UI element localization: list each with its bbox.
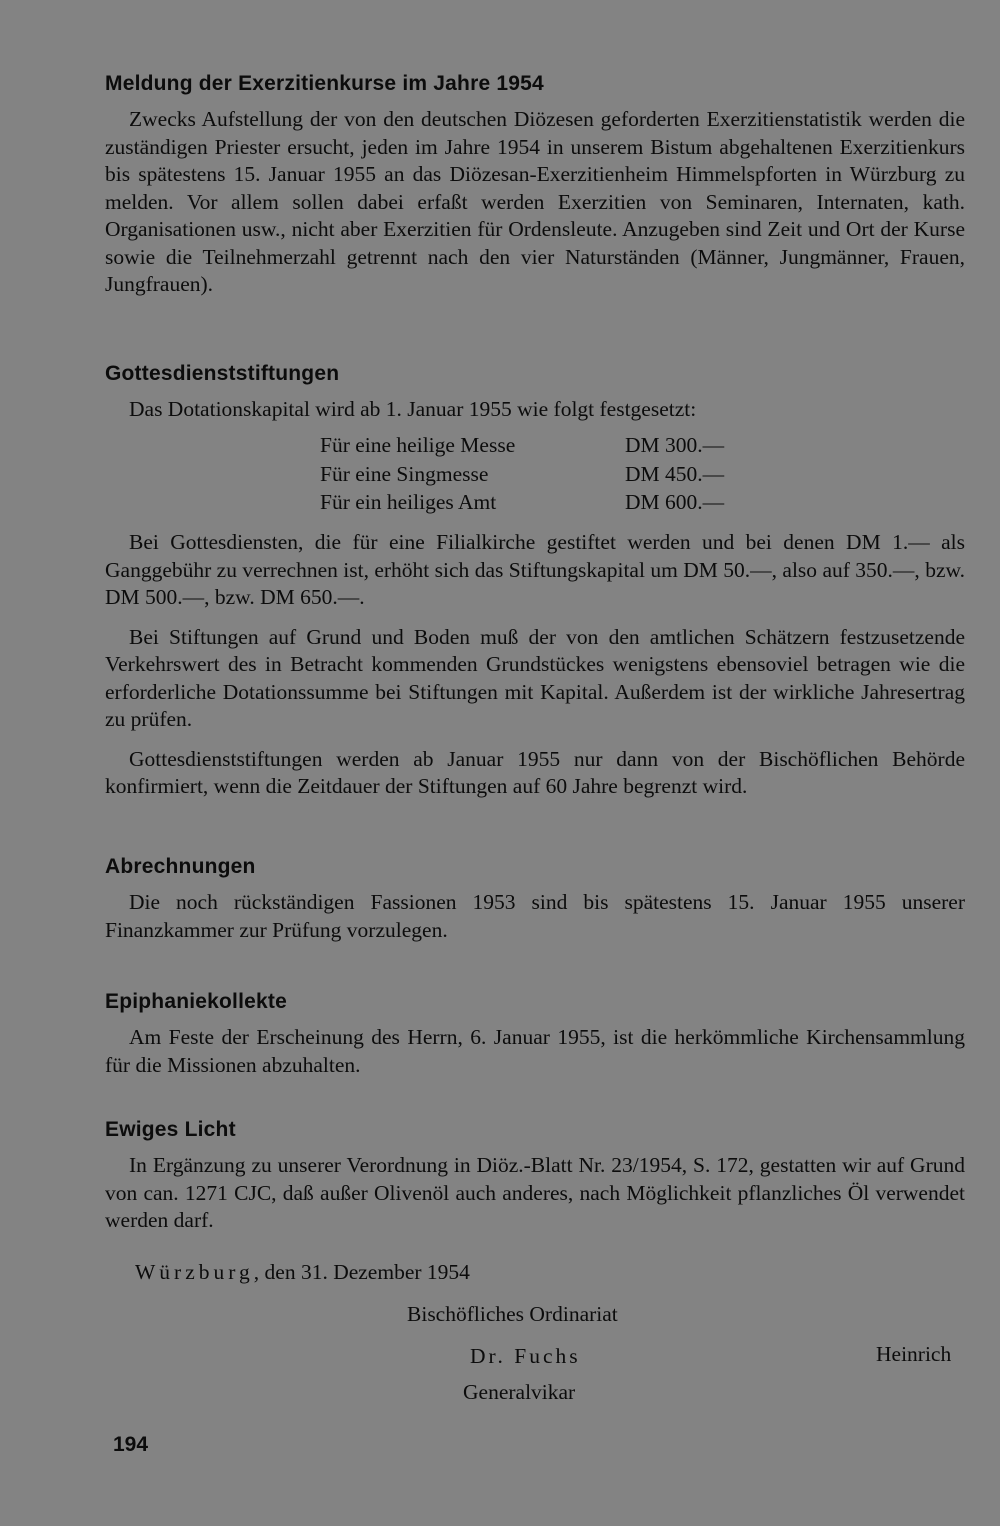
row-label: Für ein heiliges Amt	[320, 490, 497, 515]
signature-right-name: Heinrich	[876, 1342, 952, 1366]
signature-name: Dr. Fuchs	[470, 1344, 581, 1368]
row-amount: DM 300.—	[625, 433, 725, 458]
row-label: Für eine Singmesse	[320, 461, 489, 486]
paragraph: Das Dotationskapital wird ab 1. Januar 1955 wie folgt festgesetzt:	[129, 397, 697, 421]
signature-title: Generalvikar	[463, 1380, 576, 1404]
table-row	[320, 460, 724, 489]
paragraph: Die noch rückständigen Fassionen 1953 sind bis spätestens 15. Januar 1955 unserer Finanzkammer zur Prüfung vorzulegen.	[105, 890, 965, 942]
row-label: Für eine heilige Messe	[320, 433, 516, 458]
signature-date: , den 31. Dezember 1954	[253, 1260, 470, 1284]
dotation-table	[320, 432, 724, 518]
section-heading: Ewiges Licht	[105, 1118, 236, 1141]
paragraph: Zwecks Aufstellung der von den deutschen Diözesen geforderten Exerzitienstatistik werden die zuständigen Priester ersucht, jeden im Jahre 1954 in unserem Bistum abgehaltenen Exerzitienkurs bis spätestens 15. Januar 1955 an das Diözesan-Exerzitienheim Himmelspforten in Würzburg zu melden. Vor allem sollen dabei erfaßt werden Exerzitien von Seminaren, Internaten, kath. Organisationen usw., nicht aber Exerzitien für Ordensleute. Anzugeben sind Zeit und Ort der Kurse sowie die Teilnehmerzahl getrennt nach den vier Naturständen (Männer, Jungmänner, Frauen, Jungfrauen).	[105, 107, 965, 296]
row-amount: DM 600.—	[625, 490, 725, 515]
table-row	[320, 489, 724, 518]
section-heading: Gottesdienststiftungen	[105, 362, 340, 385]
page-number: 194	[113, 1433, 149, 1456]
section-ewiges-licht	[105, 1118, 965, 1235]
signature-date-line	[135, 1260, 470, 1285]
table-row	[320, 432, 724, 461]
section-abrechnungen	[105, 855, 965, 944]
signature-office: Bischöfliches Ordinariat	[407, 1302, 618, 1326]
section-heading: Epiphaniekollekte	[105, 990, 287, 1013]
paragraph: Bei Gottesdiensten, die für eine Filialkirche gestiftet werden und bei denen DM 1.— als Ganggebühr zu verrechnen ist, erhöht sich das Stiftungskapital um DM 50.—, also auf 350.—, bzw. DM 500.—, bzw. DM 650.—.	[105, 530, 965, 609]
paragraph: Bei Stiftungen auf Grund und Boden muß der von den amtlichen Schätzern festzusetzende Verkehrswert des in Betracht kommenden Grundstückes wenigstens ebensoviel betragen wie die erforderliche Dotationssumme bei Stiftungen mit Kapital. Außerdem ist der wirkliche Jahresertrag zu prüfen.	[105, 624, 965, 731]
section-heading: Meldung der Exerzitienkurse im Jahre 1954	[105, 72, 544, 95]
paragraph: In Ergänzung zu unserer Verordnung in Diöz.-Blatt Nr. 23/1954, S. 172, gestatten wir auf Grund von can. 1271 CJC, daß außer Olivenöl auch anderes, nach Möglichkeit pflanzliches Öl verwendet werden darf.	[105, 1153, 965, 1232]
section-heading: Abrechnungen	[105, 855, 256, 878]
section-exerzitien	[105, 72, 965, 299]
section-gottesdienststiftungen	[105, 362, 965, 801]
section-epiphaniekollekte	[105, 990, 965, 1079]
row-amount: DM 450.—	[625, 461, 725, 486]
paragraph: Am Feste der Erscheinung des Herrn, 6. Januar 1955, ist die herkömmliche Kirchensammlung für die Missionen abzuhalten.	[105, 1025, 965, 1077]
signature-place: Würzburg	[135, 1260, 254, 1284]
paragraph: Gottesdienststiftungen werden ab Januar 1955 nur dann von der Bischöflichen Behörde konfirmiert, wenn die Zeitdauer der Stiftungen auf 60 Jahre begrenzt wird.	[105, 746, 965, 798]
